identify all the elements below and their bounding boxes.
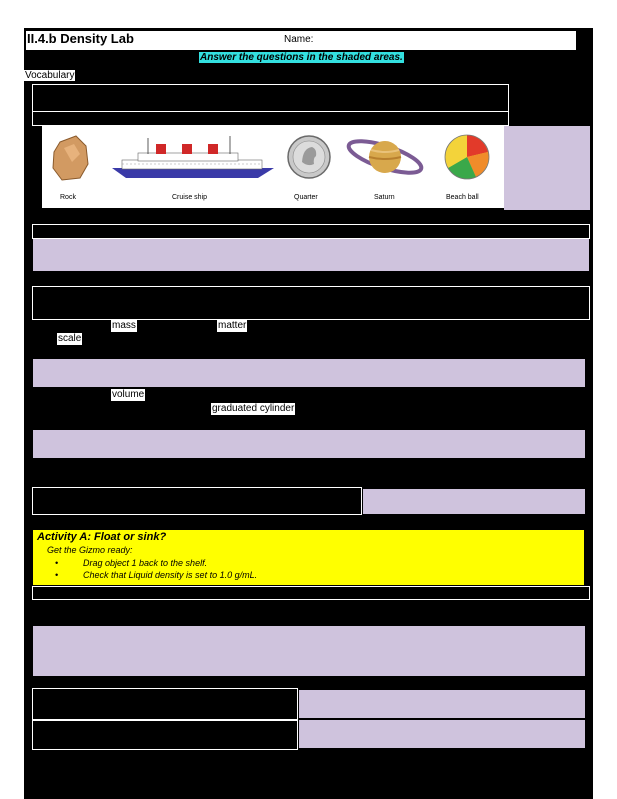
- quarter-icon: [286, 134, 332, 180]
- shaded-answer-3[interactable]: [33, 430, 585, 458]
- term-matter: matter: [218, 320, 247, 331]
- question-box-4: [32, 586, 590, 600]
- shaded-answer-6[interactable]: [299, 690, 585, 718]
- question-box-2: [32, 286, 590, 320]
- caption-quarter: Quarter: [294, 194, 318, 201]
- question-box-3: [32, 487, 362, 515]
- bullet-text: Drag object 1 back to the shelf.: [83, 558, 208, 568]
- bullet-glyph: •: [55, 558, 59, 568]
- shaded-answer-2[interactable]: [33, 359, 585, 387]
- activity-heading: Activity A: Float or sink?: [37, 531, 167, 543]
- image-strip: [42, 126, 504, 208]
- bullet-text: Check that Liquid density is set to 1.0 g/mL.: [83, 570, 258, 580]
- activity-banner: [33, 530, 584, 585]
- name-label: Name:: [284, 34, 314, 45]
- vocab-box-2: [32, 111, 509, 126]
- shaded-answer-4[interactable]: [363, 489, 585, 514]
- instruction-banner: Answer the questions in the shaded areas.: [200, 52, 403, 63]
- page-title: II.4.b Density Lab: [27, 31, 134, 46]
- vocab-box-1: [32, 84, 509, 112]
- shaded-answer-7[interactable]: [299, 720, 585, 748]
- caption-rock: Rock: [60, 194, 76, 201]
- rock-icon: [50, 134, 90, 182]
- beach-ball-icon: [442, 132, 492, 182]
- question-box-5: [32, 688, 298, 720]
- activity-subheading: Get the Gizmo ready:: [47, 545, 133, 555]
- caption-cruise-ship: Cruise ship: [172, 194, 208, 201]
- activity-bullet-1: [55, 558, 208, 568]
- term-scale: scale: [58, 333, 82, 344]
- vocabulary-label: Vocabulary: [25, 70, 75, 81]
- term-graduated-cylinder: graduated cylinder: [212, 403, 295, 414]
- activity-bullet-2: [55, 570, 258, 580]
- shaded-answer-images[interactable]: [504, 126, 590, 210]
- shaded-answer-1[interactable]: [33, 239, 589, 271]
- shaded-answer-5[interactable]: [33, 626, 585, 676]
- term-mass: mass: [112, 320, 136, 331]
- question-box-6: [32, 720, 298, 750]
- cruise-ship-icon: [108, 134, 278, 180]
- term-volume: volume: [112, 389, 145, 400]
- question-box-1: [32, 224, 590, 239]
- bullet-glyph: •: [55, 570, 59, 580]
- saturn-icon: [344, 132, 426, 182]
- caption-beach-ball: Beach ball: [446, 194, 479, 201]
- caption-saturn: Saturn: [374, 194, 395, 201]
- worksheet-page: [24, 28, 593, 799]
